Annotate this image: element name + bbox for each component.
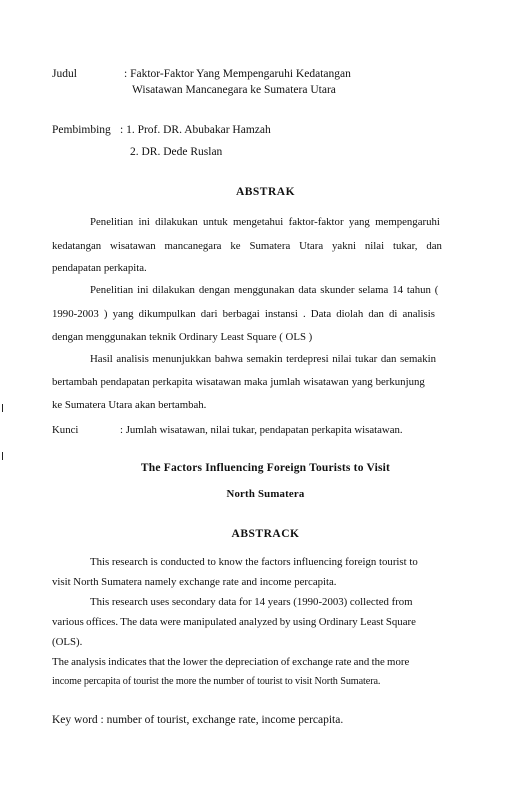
abstrak-line-2: kedatangan wisatawan mancanegara ke Sumatera Utara yakni nilai tukar, dan <box>52 240 442 252</box>
pembimbing-2: 2. DR. Dede Ruslan <box>130 146 223 158</box>
abstrak-line-8: bertambah pendapatan perkapita wisatawan maka jumlah wisatawan yang berkunjung <box>52 376 425 388</box>
english-line-1: This research is conducted to know the factors influencing foreign tourist to <box>90 556 418 568</box>
pembimbing-1: : 1. Prof. DR. Abubakar Hamzah <box>120 124 271 136</box>
english-line-3: This research uses secondary data for 14 years (1990-2003) collected from <box>90 596 413 608</box>
keyword-line: Key word : number of tourist, exchange rate, income percapita. <box>52 714 344 726</box>
abstrak-line-5: 1990-2003 ) yang dikumpulkan dari berbagai instansi . Data diolah dan di analisis <box>52 308 435 320</box>
abstrack-heading: ABSTRACK <box>231 528 300 540</box>
english-title-line-2: North Sumatera <box>226 488 305 500</box>
pembimbing-label: Pembimbing <box>52 124 111 136</box>
english-line-6: The analysis indicates that the lower the depreciation of exchange rate and the more <box>52 656 410 668</box>
abstrak-line-6: dengan menggunakan teknik Ordinary Least Square ( OLS ) <box>52 331 313 343</box>
english-title-line-1: The Factors Influencing Foreign Tourists to Visit <box>140 462 391 474</box>
judul-label: Judul <box>52 68 77 80</box>
abstrak-heading: ABSTRAK <box>235 186 296 198</box>
abstrak-line-9: ke Sumatera Utara akan bertambah. <box>52 399 207 411</box>
english-line-5: (OLS). <box>52 636 83 648</box>
abstrak-line-4: Penelitian ini dilakukan dengan menggunakan data skunder selama 14 tahun ( <box>90 284 439 296</box>
english-line-4: various offices. The data were manipulated analyzed by using Ordinary Least Square <box>52 616 416 628</box>
kunci-label: Kunci <box>52 424 79 436</box>
margin-mark <box>2 404 3 412</box>
english-line-2: visit North Sumatera namely exchange rate and income percapita. <box>52 576 337 588</box>
abstrak-line-3: pendapatan perkapita. <box>52 262 147 274</box>
margin-mark <box>2 452 3 460</box>
english-line-7: income percapita of tourist the more the number of tourist to visit North Sumatera. <box>52 676 381 687</box>
kunci-text: : Jumlah wisatawan, nilai tukar, pendapatan perkapita wisatawan. <box>120 424 403 436</box>
judul-line-1: : Faktor-Faktor Yang Mempengaruhi Kedatangan <box>124 68 351 80</box>
judul-line-2: Wisatawan Mancanegara ke Sumatera Utara <box>132 84 336 96</box>
abstrak-line-7: Hasil analisis menunjukkan bahwa semakin terdepresi nilai tukar dan semakin <box>90 353 437 365</box>
abstrak-line-1: Penelitian ini dilakukan untuk mengetahui faktor-faktor yang mempengaruhi <box>90 216 440 228</box>
